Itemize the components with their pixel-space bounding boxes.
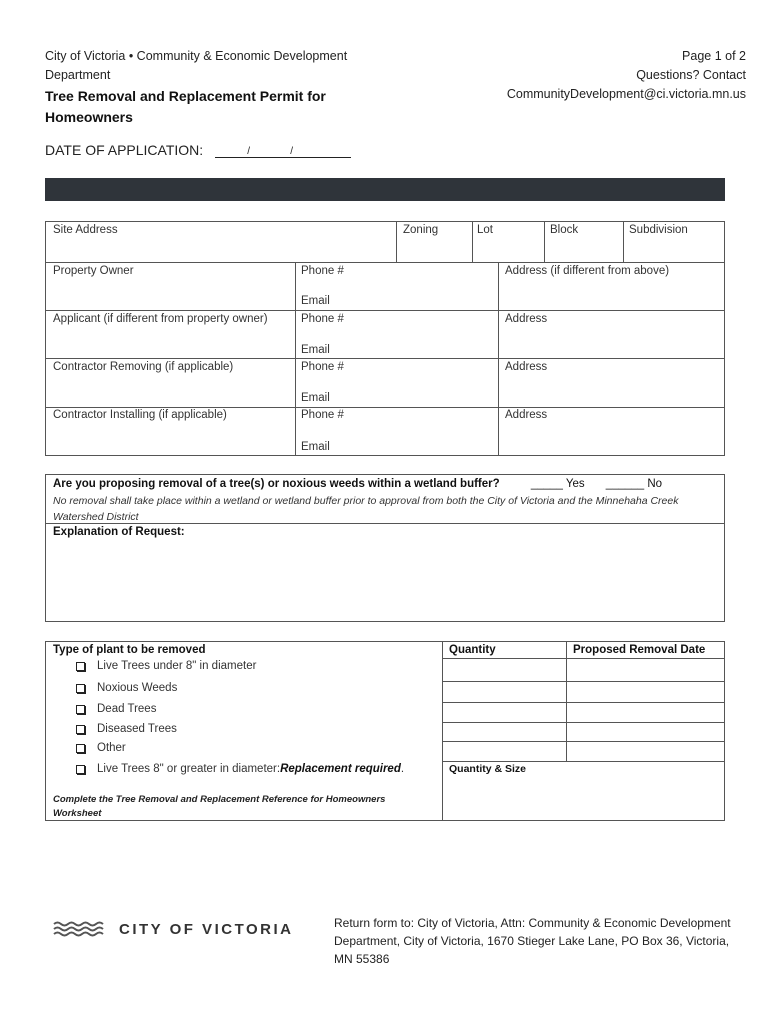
waves-icon <box>53 919 109 939</box>
contractor-removing-phone[interactable]: Phone # <box>301 361 344 373</box>
form-title-line-1: Tree Removal and Replacement Permit for <box>45 88 326 104</box>
applicant-label[interactable]: Applicant (if different from property owner) <box>53 313 268 325</box>
date-separator-1: / <box>247 146 250 157</box>
date-label: DATE OF APPLICATION: <box>45 142 204 158</box>
header-right <box>446 47 746 104</box>
date-separator-2: / <box>290 146 293 157</box>
city-of-victoria-logo <box>53 919 293 939</box>
checkbox-icon[interactable] <box>76 684 85 693</box>
property-owner-address[interactable]: Address (if different from above) <box>505 265 670 277</box>
contractor-installing-email[interactable]: Email <box>301 441 330 453</box>
checkbox-label: Noxious Weeds <box>97 682 178 694</box>
explanation-of-request[interactable]: Explanation of Request: <box>53 526 185 538</box>
checkbox-icon[interactable] <box>76 725 85 734</box>
checkbox-label: Live Trees 8" or greater in diameter: <box>97 763 281 775</box>
wetland-note: No removal shall take place within a wetland or wetland buffer prior to approval from both the City of Victoria and the Minnehaha Creek Watershed District <box>53 495 679 523</box>
contact-email: CommunityDevelopment@ci.victoria.mn.us <box>506 87 746 101</box>
quantity-size-header[interactable]: Quantity & Size <box>449 763 527 775</box>
property-owner-label[interactable]: Property Owner <box>53 265 134 277</box>
wetland-question-text: Are you proposing removal of a tree(s) or noxious weeds within a wetland buffer? <box>53 478 500 490</box>
checkbox-label: Diseased Trees <box>97 723 177 735</box>
checkbox-label: Dead Trees <box>97 703 157 715</box>
applicant-address[interactable]: Address <box>505 313 548 325</box>
checkbox-live-trees-under-8[interactable] <box>76 660 256 672</box>
checkbox-icon[interactable] <box>76 662 85 671</box>
wetland-section <box>45 474 725 622</box>
org-line-1: City of Victoria • Community & Economic Development <box>45 49 348 63</box>
checkbox-icon[interactable] <box>76 744 85 753</box>
site-address-field[interactable]: Site Address <box>53 224 118 236</box>
checkbox-label: Live Trees under 8" in diameter <box>97 660 257 672</box>
contractor-removing-email[interactable]: Email <box>301 392 330 404</box>
org-line-2: Department <box>45 68 111 82</box>
checkbox-live-trees-8-or-greater[interactable] <box>76 763 404 775</box>
quantity-header: Quantity <box>449 644 496 656</box>
date-field[interactable] <box>215 142 351 158</box>
checkbox-noxious-weeds[interactable] <box>76 682 177 694</box>
wetland-no-option[interactable]: ______ No <box>605 478 663 490</box>
lot-field[interactable]: Lot <box>477 224 493 236</box>
zoning-field[interactable]: Zoning <box>403 224 439 236</box>
applicant-phone[interactable]: Phone # <box>301 313 344 325</box>
checkbox-other[interactable] <box>76 742 126 754</box>
checkbox-dead-trees[interactable] <box>76 703 156 715</box>
date-of-application <box>45 142 351 158</box>
plant-removal-table <box>45 641 725 821</box>
subdivision-field[interactable]: Subdivision <box>629 224 688 236</box>
wetland-question <box>53 478 662 490</box>
applicant-email[interactable]: Email <box>301 344 330 356</box>
form-title-line-2: Homeowners <box>45 109 133 125</box>
type-of-plant-header: Type of plant to be removed <box>53 644 206 656</box>
block-field[interactable]: Block <box>550 224 579 236</box>
contractor-removing-label[interactable]: Contractor Removing (if applicable) <box>53 361 234 373</box>
worksheet-note: Complete the Tree Removal and Replacement Reference for Homeowners Worksheet <box>53 794 386 819</box>
proposed-removal-date-header: Proposed Removal Date <box>573 644 706 656</box>
property-owner-phone[interactable]: Phone # <box>301 265 344 277</box>
header-left <box>45 47 405 127</box>
replacement-required-text: Replacement required <box>280 763 401 775</box>
return-instructions: Return form to: City of Victoria, Attn: Community & Economic Development Department, City of Victoria, 1670 Stieger Lake Lane, PO Box 36, Victoria, MN 55386 <box>334 916 731 966</box>
checkbox-icon[interactable] <box>76 765 85 774</box>
period-text: . <box>400 763 405 775</box>
contractor-installing-label[interactable]: Contractor Installing (if applicable) <box>53 409 227 421</box>
questions-contact: Questions? Contact <box>636 68 746 82</box>
checkbox-label: Other <box>97 742 126 754</box>
section-divider-bar <box>45 178 725 201</box>
site-information-table <box>45 221 725 456</box>
contractor-installing-address[interactable]: Address <box>505 409 548 421</box>
contractor-removing-address[interactable]: Address <box>505 361 548 373</box>
property-owner-email[interactable]: Email <box>301 295 330 307</box>
checkbox-diseased-trees[interactable] <box>76 723 177 735</box>
wetland-yes-option[interactable]: _____ Yes <box>530 478 585 490</box>
contractor-installing-phone[interactable]: Phone # <box>301 409 344 421</box>
checkbox-icon[interactable] <box>76 705 85 714</box>
logo-text: CITY OF VICTORIA <box>119 920 294 938</box>
page-number: Page 1 of 2 <box>682 49 746 63</box>
